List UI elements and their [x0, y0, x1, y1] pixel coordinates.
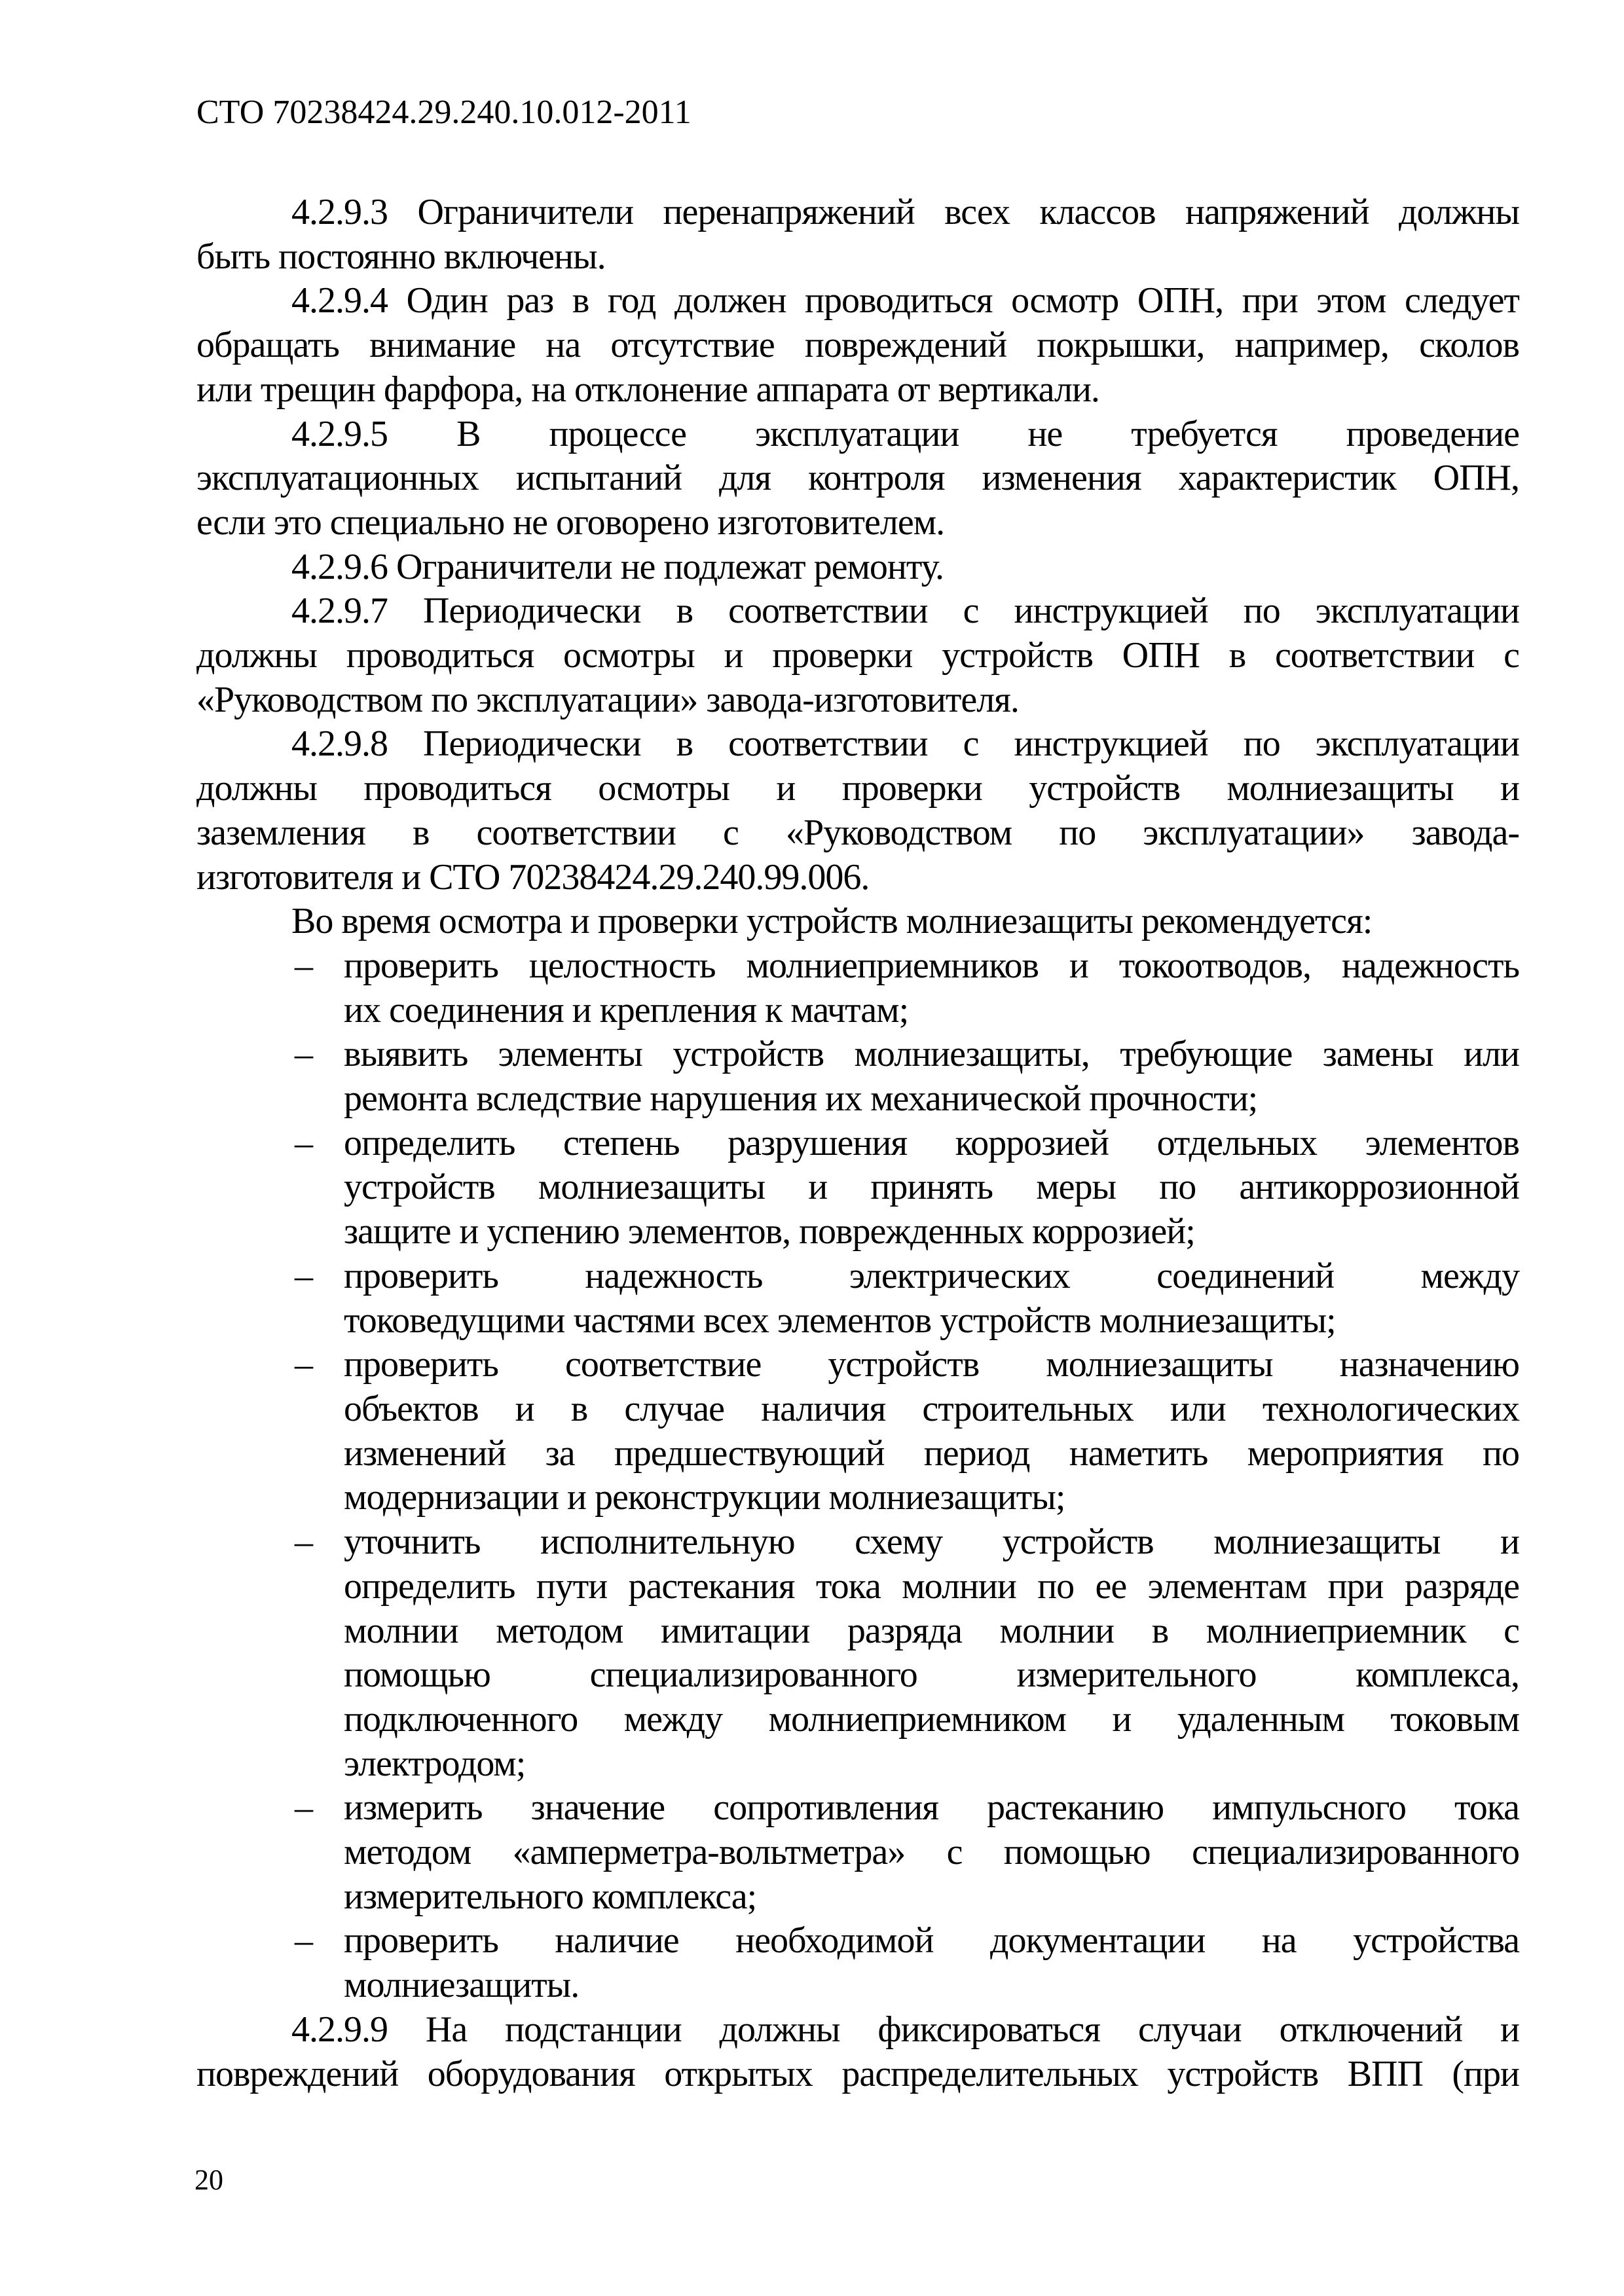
document-body: [196, 191, 1519, 2096]
list-item: [196, 1032, 1519, 1121]
text-line: быть постоянно включены.: [196, 236, 606, 277]
text-line: уточнить исполнительную схему устройств молниезащиты и: [344, 1522, 1519, 1563]
list-dash-marker: –: [295, 1522, 312, 1563]
list-item: [196, 1254, 1519, 1343]
text-line: или трещин фарфора, на отклонение аппарата от вертикали.: [196, 369, 1099, 410]
text-line: устройств молниезащиты и принять меры по антикоррозионной: [344, 1167, 1519, 1208]
text-line: их соединения и крепления к мачтам;: [344, 989, 909, 1030]
text-line: 4.2.9.4 Один раз в год должен проводиться осмотр ОПН, при этом следует: [291, 280, 1519, 321]
paragraph: [196, 191, 1519, 279]
list-item: [196, 1343, 1519, 1520]
paragraph: [196, 412, 1519, 545]
text-line: изменений за предшествующий период наметить мероприятия по: [344, 1432, 1519, 1474]
document-header-code: СТО 70238424.29.240.10.012-2011: [196, 94, 692, 131]
list-dash-marker: –: [295, 1255, 312, 1296]
text-line: 4.2.9.6 Ограничители не подлежат ремонту.: [291, 546, 944, 587]
list-dash-marker: –: [295, 1920, 312, 1961]
text-line: выявить элементы устройств молниезащиты, требующие замены или: [344, 1034, 1519, 1075]
list-item: [196, 1786, 1519, 1919]
text-line: должны проводиться осмотры и проверки устройств молниезащиты и: [196, 768, 1519, 809]
paragraph: [196, 589, 1519, 722]
text-line: 4.2.9.8 Периодически в соответствии с инструкцией по эксплуатации: [291, 723, 1519, 765]
list-item: [196, 1121, 1519, 1254]
list-item: [196, 1919, 1519, 2007]
text-line: если это специально не оговорено изготовителем.: [196, 501, 945, 543]
text-line: подключенного между молниеприемником и удаленным токовым: [344, 1698, 1519, 1740]
text-line: проверить наличие необходимой документации на устройства: [344, 1920, 1519, 1961]
text-line: защите и успению элементов, поврежденных коррозией;: [344, 1211, 1195, 1252]
text-line: Во время осмотра и проверки устройств молниезащиты рекомендуется:: [291, 901, 1373, 942]
text-line: измерительного комплекса;: [344, 1876, 757, 1917]
text-line: должны проводиться осмотры и проверки устройств ОПН в соответствии с: [196, 635, 1519, 676]
text-line: объектов и в случае наличия строительных или технологических: [344, 1388, 1519, 1429]
text-line: ремонта вследствие нарушения их механической прочности;: [344, 1078, 1258, 1120]
text-line: повреждений оборудования открытых распределительных устройств ВПП (при: [196, 2053, 1519, 2094]
text-line: 4.2.9.7 Периодически в соответствии с инструкцией по эксплуатации: [291, 591, 1519, 632]
text-line: помощью специализированного измерительного комплекса,: [344, 1654, 1519, 1696]
text-line: проверить целостность молниеприемников и токоотводов, надежность: [344, 945, 1519, 986]
text-line: электродом;: [344, 1743, 526, 1784]
text-line: определить степень разрушения коррозией отдельных элементов: [344, 1122, 1519, 1163]
text-line: определить пути растекания тока молнии по ее элементам при разряде: [344, 1565, 1519, 1607]
text-line: 4.2.9.9 На подстанции должны фиксироваться случаи отключений и: [291, 2009, 1519, 2050]
paragraph: [196, 722, 1519, 900]
text-line: 4.2.9.3 Ограничители перенапряжений всех классов напряжений должны: [291, 192, 1519, 232]
paragraph: [196, 900, 1519, 944]
text-line: методом «амперметра-вольтметра» с помощью специализированного: [344, 1832, 1519, 1873]
text-line: заземления в соответствии с «Руководством по эксплуатации» завода-: [196, 812, 1519, 853]
list-dash-marker: –: [295, 1344, 312, 1385]
page-number: 20: [194, 2164, 223, 2196]
paragraph: [196, 279, 1519, 412]
list-item: [196, 1520, 1519, 1786]
list-dash-marker: –: [295, 1122, 312, 1163]
text-line: измерить значение сопротивления растеканию импульсного тока: [344, 1787, 1519, 1829]
text-line: проверить надежность электрических соединений между: [344, 1255, 1519, 1296]
list-dash-marker: –: [295, 1034, 312, 1075]
text-line: эксплуатационных испытаний для контроля изменения характеристик ОПН,: [196, 458, 1519, 499]
text-line: проверить соответствие устройств молниезащиты назначению: [344, 1344, 1519, 1385]
text-line: молниезащиты.: [344, 1965, 580, 2006]
list-dash-marker: –: [295, 945, 312, 986]
text-line: обращать внимание на отсутствие повреждений покрышки, например, сколов: [196, 325, 1519, 366]
text-line: 4.2.9.5 В процессе эксплуатации не требуется проведение: [291, 413, 1519, 454]
paragraph: [196, 545, 1519, 590]
list-item: [196, 944, 1519, 1032]
paragraph: [196, 2008, 1519, 2096]
text-line: модернизации и реконструкции молниезащиты;: [344, 1477, 1065, 1518]
text-line: «Руководством по эксплуатации» завода-изготовителя.: [196, 679, 1019, 720]
text-line: токоведущими частями всех элементов устройств молниезащиты;: [344, 1300, 1336, 1341]
list-dash-marker: –: [295, 1787, 312, 1829]
text-line: молнии методом имитации разряда молнии в молниеприемник с: [344, 1610, 1519, 1651]
text-line: изготовителя и СТО 70238424.29.240.99.006.: [196, 856, 870, 898]
